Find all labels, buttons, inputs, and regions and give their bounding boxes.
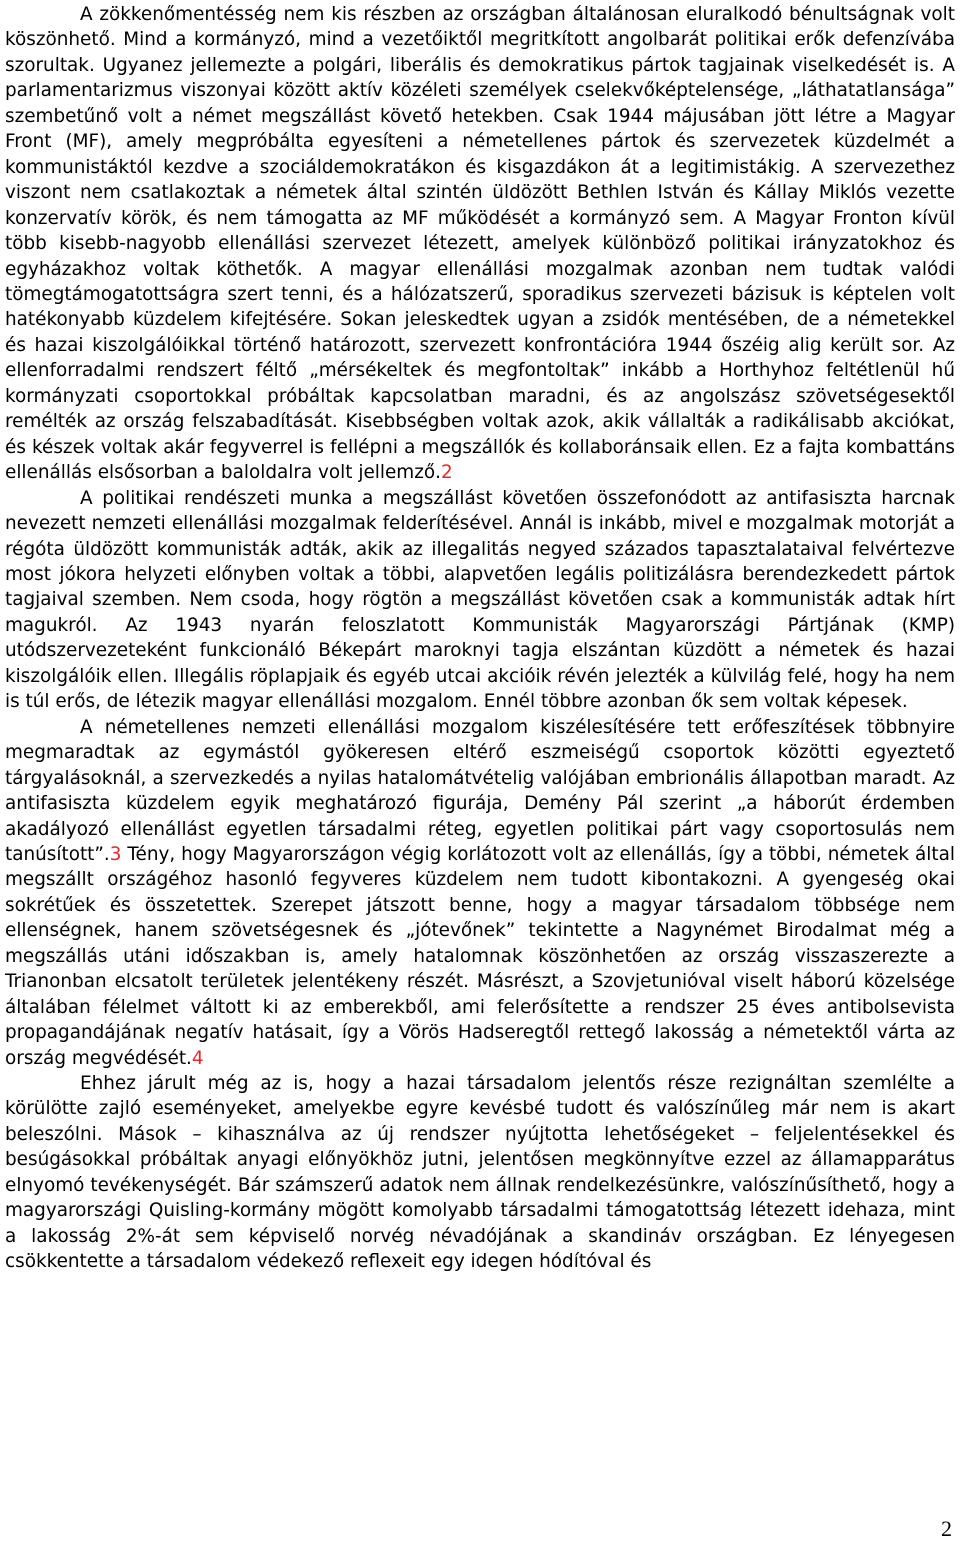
paragraph-4 [5, 1071, 955, 1275]
paragraph-1-text: A zökkenőmentésség nem kis részben az országban általánosan eluralkodó bénultságnak volt köszönhető. Mind a kormányzó, mind a vezetőiktől megritkított angolbarát politikai erők defenzívába szorultak. Ugyanez jellemezte a polgári, liberális és demokratikus pártok tagjainak viselkedését is. A parlamentarizmus viszonyai között aktív közéleti személyek cselekvőképtelensége, „láthatatlansága” szembetűnő volt a német megszállást követő hetekben. Csak 1944 májusában jött létre a Magyar Front (MF), amely megpróbálta egyesíteni a németellenes pártok és szervezetek küzdelmét a kommunistáktól kezdve a szociáldemokratákon és kisgazdákon át a legitimistákig. A szervezethez viszont nem csatlakoztak a németek által szintén üldözött Bethlen István és Kállay Miklós vezette konzervatív körök, és nem támogatta az MF működését a kormányzó sem. A Magyar Fronton kívül több kisebb-nagyobb ellenállási szervezet létezett, amelyek különböző politikai irányzatokhoz és egyházakhoz voltak köthetők. A magyar ellenállási mozgalmak azonban nem tudtak valódi tömegtámogatottságra szert tenni, és a hálózatszerű, sporadikus szervezeti bázisuk is képtelen volt hatékonyabb küzdelem kifejtésére. Sokan jeleskedtek ugyan a zsidók mentésében, de a németekkel és hazai kiszolgálóikkal történő határozott, szervezett konfrontációra 1944 őszéig alig került sor. Az ellenforradalmi rendszert féltő „mérsékeltek és megfontoltak” inkább a Horthyhoz feltétlenül hű kormányzati csoportokkal próbáltak kapcsolatban maradni, és az angolszász szövetségesektől remélték az ország felszabadítását. Kisebbségben voltak azok, akik vállalták a radikálisabb akciókat, és készek voltak akár fegyverrel is fellépni a megszállók és kollaboránsaik ellen. Ez a fajta kombattáns ellenállás elsősorban a baloldalra volt jellemző. [5, 4, 955, 484]
paragraph-2 [5, 486, 955, 715]
footnote-ref-2[interactable]: 2 [440, 462, 453, 484]
paragraph-2-text: A politikai rendészeti munka a megszállást követően összefonódott az antifasiszta harcnak nevezett nemzeti ellenállási mozgalmak felderítésével. Annál is inkább, mivel e mozgalmak motorját a régóta üldözött kommunisták adták, akik az illegalitás negyed százados tapasztalataival felvértezve most jókora helyzeti előnyben voltak a többi, alapvetően legális politizálásra berendezkedett pártok tagjaival szemben. Nem csoda, hogy rögtön a megszállást követően csak a kommunisták adtak hírt magukról. Az 1943 nyarán feloszlatott Kommunisták Magyarországi Pártjának (KMP) utódszervezeteként funkcionáló Békepárt maroknyi tagja elszántan küzdött a németek és hazai kiszolgálóik ellen. Illegális röplapjaik és egyéb utcai akcióik révén jelezték a külvilág felé, hogy ha nem is túl erős, de létezik magyar ellenállási mozgalom. Ennél többre azonban ők sem voltak képesek. [5, 487, 955, 713]
paragraph-3-text: A németellenes nemzeti ellenállási mozgalom kiszélesítésére tett erőfeszítések többnyire megmaradtak az egymástól gyökeresen eltérő eszmeiségű csoportok közötti egyeztető tárgyalásoknál, a szervezkedés a nyilas hatalomátvételig valójában embrionális állapotban maradt. Az antifasiszta küzdelem egyik meghatározó figurája, Demény Pál szerint „a háborút érdemben akadályozó ellenállást egyetlen társadalmi réteg, egyetlen politikai párt vagy csoportosulás nem tanúsított”. [5, 716, 955, 865]
paragraph-1 [5, 2, 955, 486]
paragraph-3-tail: Tény, hogy Magyarországon végig korlátozott volt az ellenállás, így a többi, németek által megszállt országéhoz hasonló fegyveres küzdelem nem tudott kibontakozni. A gyengeség okai sokrétűek és összetettek. Szerepet játszott benne, hogy a magyar társadalom többsége nem ellenségnek, hanem szövetségesnek és „jótevőnek” tekintette a Nagynémet Birodalmat még a megszállás utáni időszakban is, amely hatalomnak köszönhetően az ország visszaszerezte a Trianonban elcsatolt területek jelentékeny részét. Másrészt, a Szovjetunióval viselt háború közelsége általában félelmet váltott ki az emberekből, ami felerősítette a rendszer 25 éves antibolsevista propagandájának negatív hatásait, így a Vörös Hadseregtől rettegő lakosság a németektől várta az ország megvédését. [5, 843, 955, 1069]
paragraph-4-text: Ehhez járult még az is, hogy a hazai társadalom jelentős része rezignáltan szemlélte a körülötte zajló eseményeket, amelyekbe egyre kevésbé tudott és valószínűleg már nem is akart beleszólni. Mások – kihasználva az új rendszer nyújtotta lehetőségeket – feljelentésekkel és besúgásokkal próbáltak anyagi előnyökhöz jutni, jelentősen megkönnyítve ezzel az államapparátus elnyomó tevékenységét. Bár számszerű adatok nem állnak rendelkezésünkre, valószínűsíthető, hogy a magyarországi Quisling-kormány mögött komolyabb társadalmi támogatottság létezett idehaza, mint a lakosság 2%-át sem képviselő norvég névadójának a skandináv országban. Ez lényegesen csökkentette a társadalom védekező reflexeit egy idegen hódítóval és [5, 1073, 955, 1273]
document-body [5, 2, 955, 1275]
footnote-ref-4[interactable]: 4 [191, 1047, 204, 1069]
page-number: 2 [941, 1516, 952, 1541]
paragraph-3 [5, 715, 955, 1071]
footnote-ref-3[interactable]: 3 [109, 843, 122, 865]
